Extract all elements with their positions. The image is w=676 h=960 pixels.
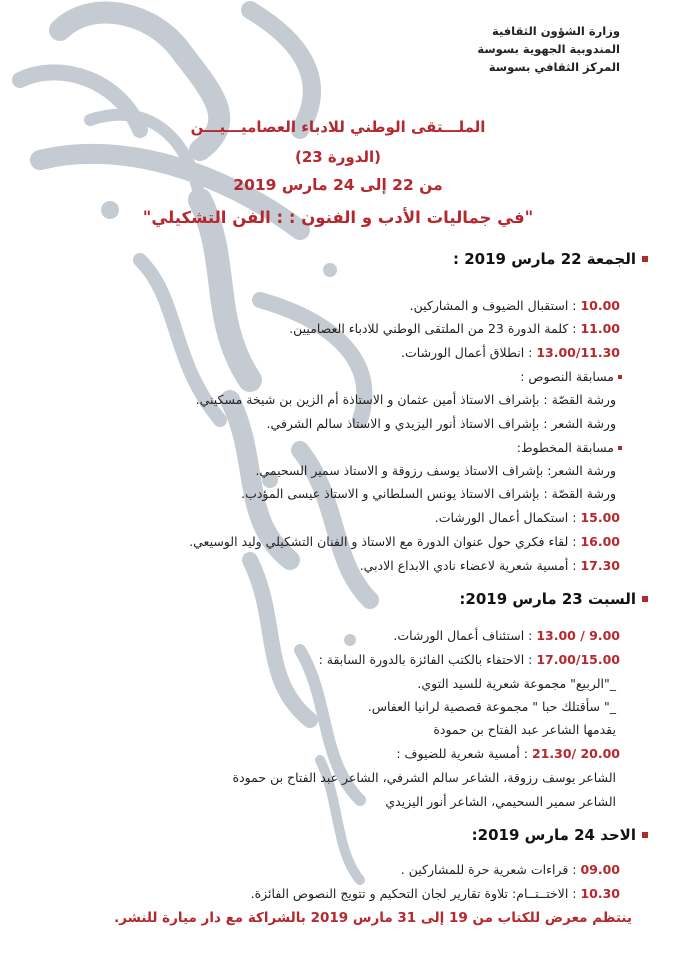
day-heading-saturday: السبت 23 مارس 2019:: [459, 590, 648, 608]
schedule-line: _"الربيع" مجموعة شعرية للسيد التوي.: [417, 676, 616, 691]
schedule-line: ورشة الشعر : بإشراف الاستاذ أنور اليزيدي و الاستاذ سالم الشرفي.: [266, 416, 616, 431]
schedule-line: الشاعر سمير السحيمي، الشاعر أنور اليزيدي: [385, 794, 616, 809]
schedule-line: 09.00 : قراءات شعرية حرة للمشاركين .: [400, 862, 620, 877]
event-theme: "في جماليات الأدب و الفنون : : الفن التشكيلي": [142, 208, 534, 227]
ministry-name: وزارة الشؤون الثقافية: [491, 24, 620, 38]
schedule-line: ورشة القصّة : بإشراف الاستاذ يونس السلطاني و الاستاذ عيسى المؤدب.: [241, 486, 616, 501]
schedule-line: 11.00 : كلمة الدورة 23 من الملتقى الوطني للادباء العصاميين.: [289, 321, 620, 336]
event-title: الملـــتقى الوطني للادباء العصاميـــيـــن: [190, 118, 486, 136]
subsection-heading: مسابقة النصوص :: [520, 369, 622, 384]
schedule-line: يقدمها الشاعر عبد الفتاح بن حمودة: [433, 722, 616, 737]
red-bullet-icon: [642, 596, 648, 602]
day-heading-friday: الجمعة 22 مارس 2019 :: [453, 250, 648, 268]
schedule-line: 15.00 : استكمال أعمال الورشات.: [434, 510, 620, 525]
event-dates: من 22 إلى 24 مارس 2019: [233, 176, 443, 194]
schedule-line: ورشة الشعر: بإشراف الاستاذ يوسف رزوقة و الاستاذ سمير السحيمي.: [255, 463, 616, 478]
schedule-line: 17.30 : أمسية شعرية لاعضاء نادي الابداع الادبي.: [359, 558, 620, 573]
small-bullet-icon: [618, 375, 622, 379]
schedule-line: الشاعر يوسف رزوقة، الشاعر سالم الشرفي، الشاعر عبد الفتاح بن حمودة: [232, 770, 616, 785]
subsection-heading: مسابقة المخطوط:: [517, 440, 622, 455]
schedule-line: 16.00 : لقاء فكري حول عنوان الدورة مع الاستاذ و الفنان التشكيلي وليد الوسيعي.: [189, 534, 620, 549]
schedule-line: _" سأقتلك حبا " مجموعة قصصية لرانيا العفاس.: [367, 699, 616, 714]
red-bullet-icon: [642, 256, 648, 262]
schedule-line: 10.00 : استقبال الضيوف و المشاركين.: [409, 298, 620, 313]
schedule-line: 10.30 : الاختــتــام: تلاوة تقارير لجان التحكيم و تتويج النصوص الفائزة.: [250, 886, 620, 901]
book-fair-note: ينتظم معرض للكتاب من 19 إلى 31 مارس 2019 بالشراكة مع دار ميارة للنشر.: [114, 910, 632, 926]
schedule-line: 13.00/11.30 : انطلاق أعمال الورشات.: [401, 345, 620, 360]
small-bullet-icon: [618, 446, 622, 450]
day-heading-sunday: الاحد 24 مارس 2019:: [472, 826, 648, 844]
schedule-line: 9.00 / 13.00 : استئناف أعمال الورشات.: [393, 628, 620, 643]
cultural-center: المركز الثقافي بسوسة: [488, 60, 620, 74]
schedule-line: ورشة القصّة : بإشراف الاستاذ أمين عثمان و الاستاذة أم الزين بن شيخة مسكيني.: [195, 392, 616, 407]
schedule-line: 17.00/15.00 : الاحتفاء بالكتب الفائزة بالدورة السابقة :: [318, 652, 620, 667]
schedule-line: 20.00 /21.30 : أمسية شعرية للضيوف :: [396, 746, 620, 761]
red-bullet-icon: [642, 832, 648, 838]
session-number: (الدورة 23): [294, 148, 382, 166]
regional-delegation: المندوبية الجهوية بسوسة: [477, 42, 620, 56]
